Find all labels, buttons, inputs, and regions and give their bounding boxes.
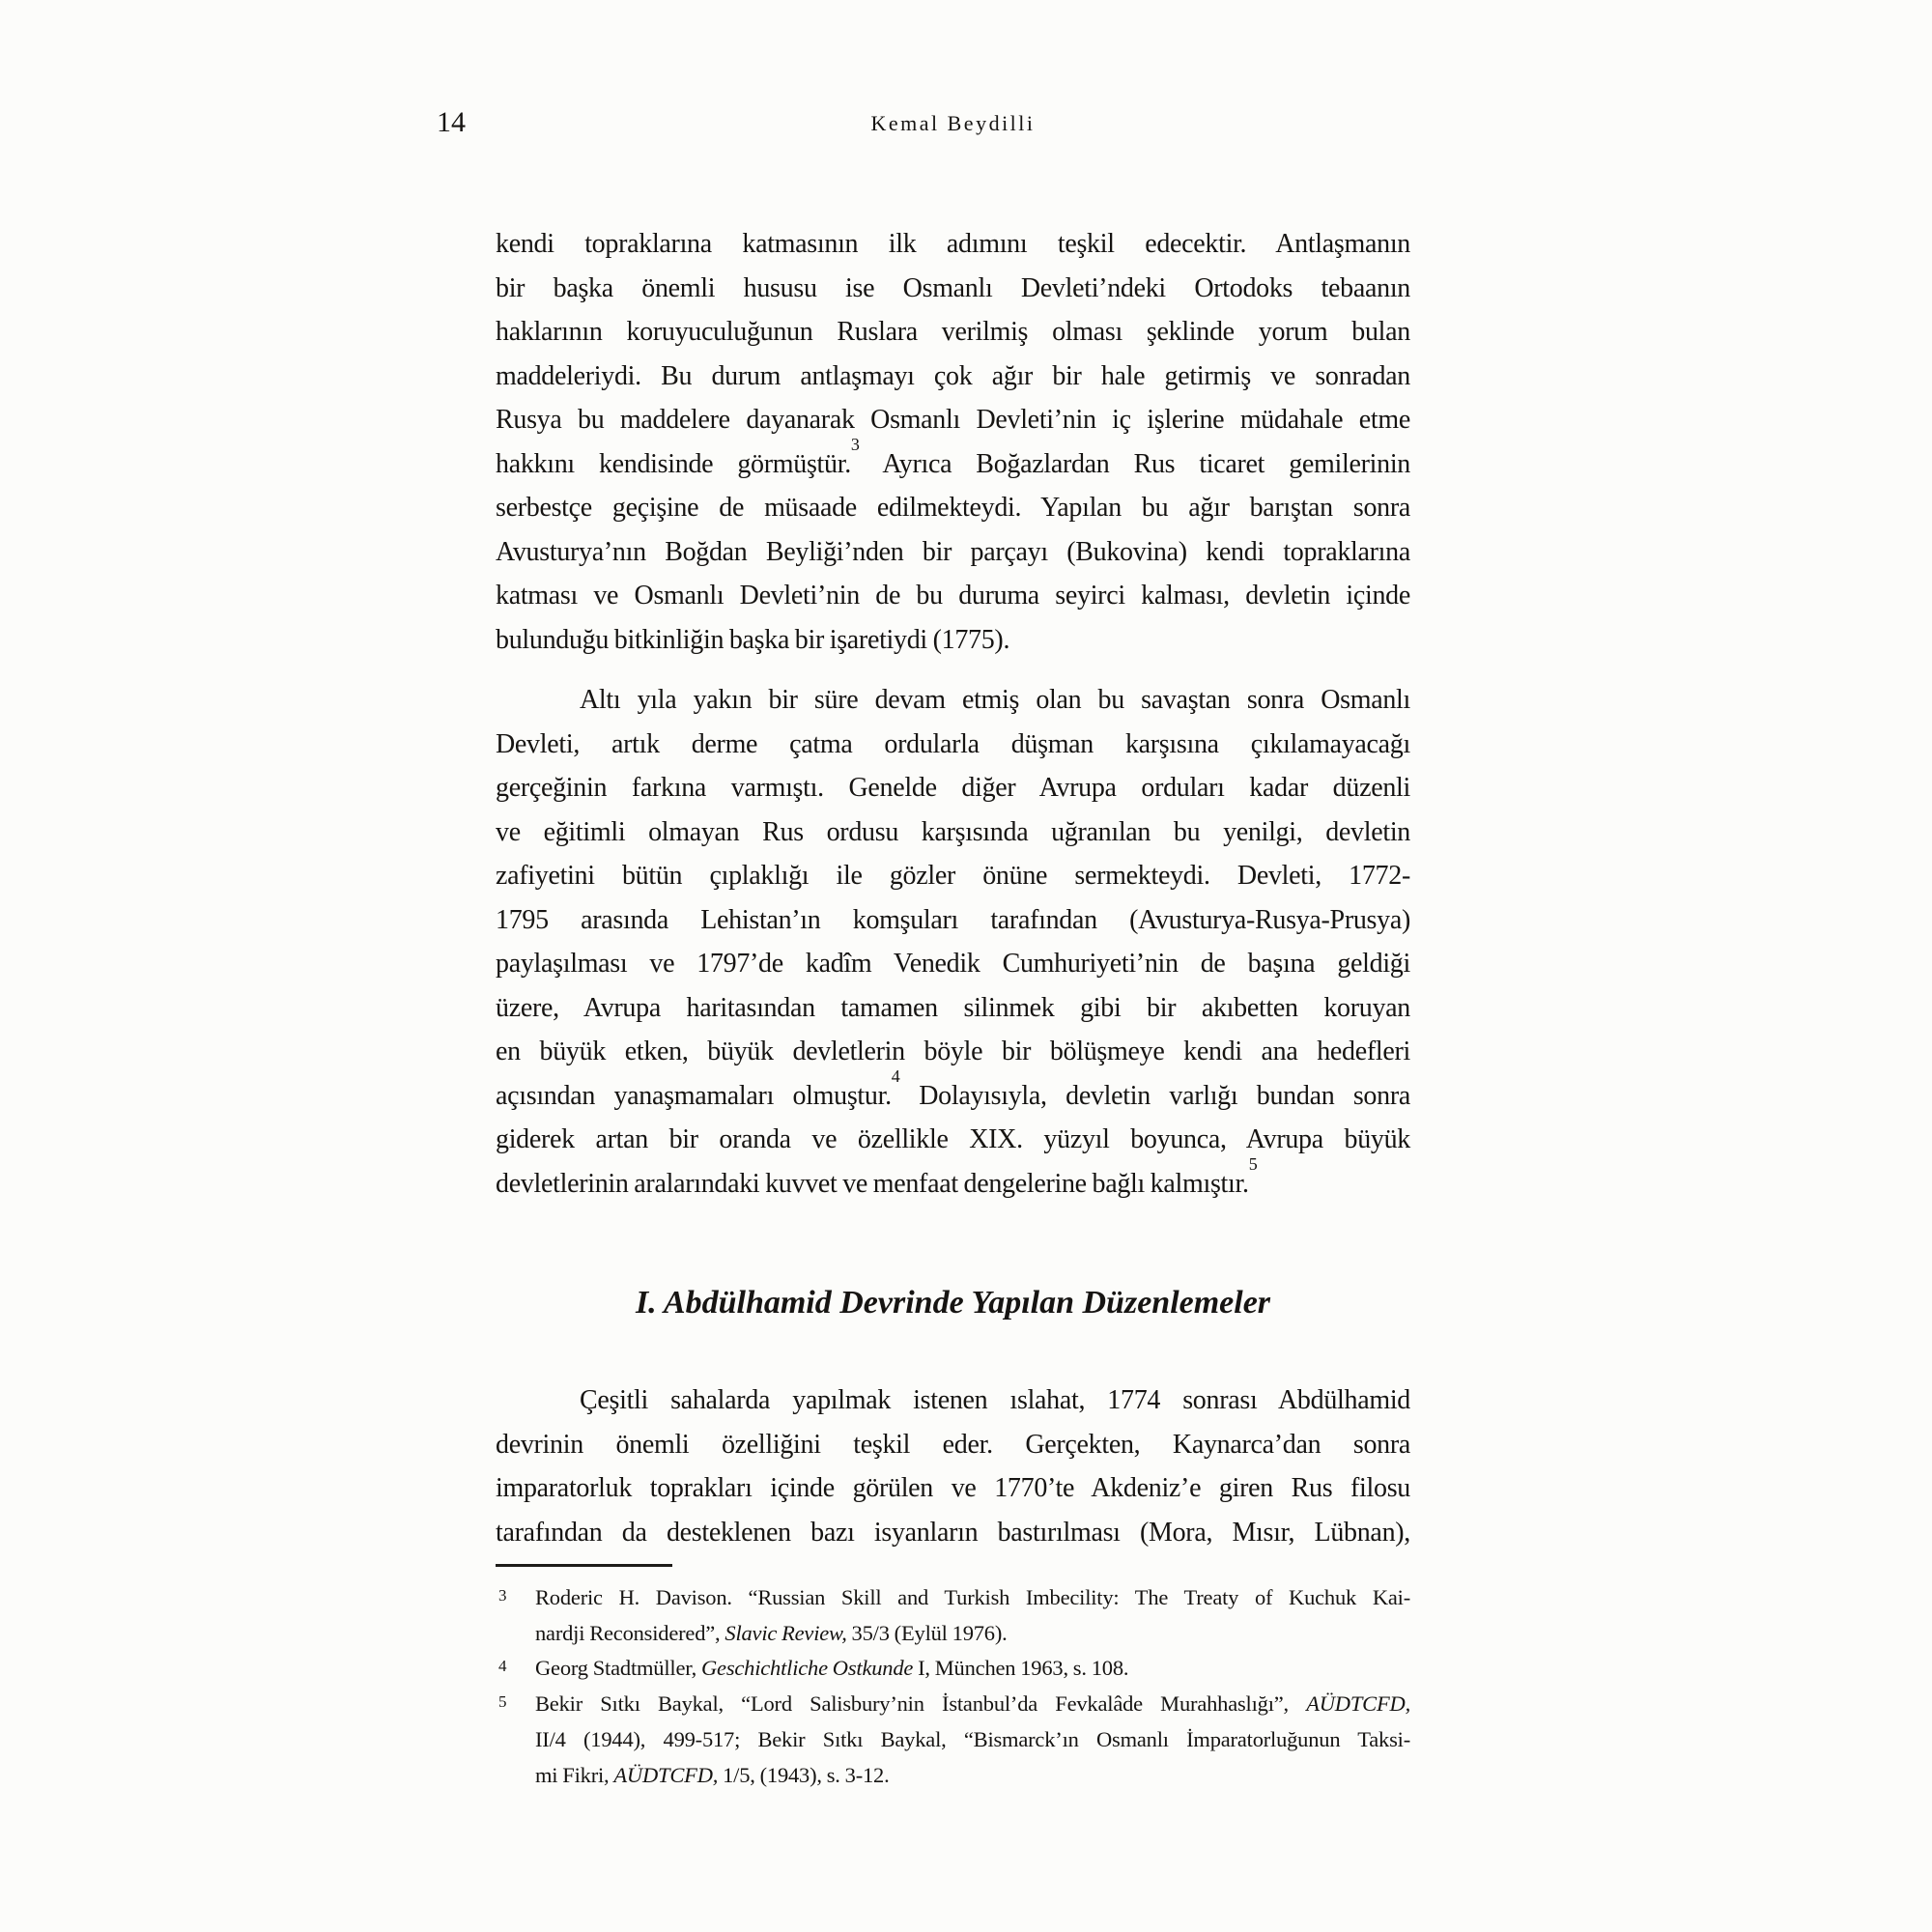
text-line: giderek artan bir oranda ve özellikle XIX. yüzyıl boyunca, Avrupa büyük: [496, 1124, 1410, 1154]
footnote-line: [535, 1651, 1410, 1687]
footnote-3: [496, 1580, 1410, 1651]
paragraph-1: [496, 222, 1410, 662]
footnote-ref-4: 4: [891, 1066, 900, 1087]
text-line: Altı yıla yakın bir süre devam etmiş olan bu savaştan sonra Osmanlı: [580, 685, 1410, 715]
body-text: [496, 222, 1410, 1793]
footnote-line: Roderic H. Davison. “Russian Skill and Turkish Imbecility: The Treaty of Kuchuk Kai-: [535, 1585, 1410, 1609]
paragraph-2: [496, 678, 1410, 1206]
text-line: [496, 1066, 1410, 1119]
footnote-4: [496, 1651, 1410, 1687]
footnote-line: [535, 1758, 1410, 1794]
text-line: katması ve Osmanlı Devleti’nin de bu duruma seyirci kalması, devletin içinde: [496, 581, 1410, 611]
text-line: en büyük etken, büyük devletlerin böyle bir bölüşmeye kendi ana hedefleri: [496, 1037, 1410, 1066]
text-line: bulunduğu bitkinliğin başka bir işaretiydi (1775).: [496, 624, 1010, 655]
text-segment: Dolayısıyla, devletin varlığı bundan sonra: [899, 1080, 1410, 1111]
text-line: üzere, Avrupa haritasından tamamen silinmek gibi bir akıbetten koruyan: [496, 992, 1410, 1023]
footnotes-section: [496, 1580, 1410, 1793]
text-segment: Bekir Sıtkı Baykal, “Lord Salisbury’nin İstanbul’da Fevkalâde Murahhaslığı”,: [535, 1691, 1307, 1717]
journal-title: AÜDTCFD,: [613, 1762, 719, 1787]
text-line: zafiyetini bütün çıplaklığı ile gözler önüne sermekteydi. Devleti, 1772-: [496, 861, 1410, 891]
footnote-ref-5: 5: [1248, 1154, 1258, 1175]
book-title: Geschichtliche Ostkunde: [700, 1656, 914, 1681]
text-segment: Georg Stadtmüller,: [535, 1656, 701, 1681]
footnote-line: [535, 1687, 1410, 1722]
footnote-line: [535, 1616, 1410, 1652]
text-segment: I, München 1963, s. 108.: [913, 1656, 1129, 1681]
text-line: [496, 1154, 1410, 1207]
text-segment: hakkını kendisinde görmüştür.: [496, 448, 851, 479]
text-line: gerçeğinin farkına varmıştı. Genelde diğer Avrupa orduları kadar düzenli: [496, 773, 1410, 803]
journal-title: Slavic Review,: [724, 1620, 847, 1645]
text-line: imparatorluk toprakları içinde görülen ve 1770’te Akdeniz’e giren Rus filosu: [496, 1473, 1410, 1503]
text-line: Avusturya’nın Boğdan Beyliği’nden bir parçayı (Bukovina) kendi topraklarına: [496, 536, 1410, 567]
running-head: Kemal Beydilli: [870, 111, 1036, 135]
text-segment: 1/5, (1943), s. 3-12.: [718, 1762, 890, 1787]
text-line: bir başka önemli hususu ise Osmanlı Devleti’ndeki Ortodoks tebaanın: [496, 272, 1410, 303]
page-number: 14: [437, 106, 466, 138]
section-heading: I. Abdülhamid Devrinde Yapılan Düzenlemeler: [635, 1285, 1271, 1321]
text-line: paylaşılması ve 1797’de kadîm Venedik Cumhuriyeti’nin de başına geldiği: [496, 949, 1410, 979]
text-line: [496, 435, 1411, 487]
text-segment: mi Fikri,: [535, 1762, 614, 1787]
footnote-number: 3: [498, 1586, 507, 1605]
text-line: serbestçe geçişine de müsaade edilmekteydi. Yapılan bu ağır barıştan sonra: [496, 493, 1410, 523]
text-line: devrinin önemli özelliğini teşkil eder. Gerçekten, Kaynarca’dan sonra: [496, 1429, 1410, 1460]
footnote-5: [496, 1687, 1410, 1793]
paragraph-3: [496, 1378, 1410, 1554]
text-line: kendi topraklarına katmasının ilk adımını teşkil edecektir. Antlaşmanın: [496, 229, 1410, 259]
text-line: tarafından da desteklenen bazı isyanların bastırılması (Mora, Mısır, Lübnan),: [496, 1517, 1410, 1548]
text-segment: nardji Reconsidered”,: [535, 1620, 725, 1645]
text-line: Rusya bu maddelere dayanarak Osmanlı Devleti’nin iç işlerine müdahale etme: [496, 405, 1410, 435]
text-line: Çeşitli sahalarda yapılmak istenen ıslahat, 1774 sonrası Abdülhamid: [580, 1385, 1410, 1415]
footnote-ref-3: 3: [850, 435, 860, 455]
text-segment: 35/3 (Eylül 1976).: [846, 1620, 1008, 1645]
text-line: Devleti, artık derme çatma ordularla düşman karşısına çıkılamayacağı: [496, 728, 1410, 759]
journal-title: AÜDTCFD,: [1306, 1691, 1410, 1717]
text-line: maddeleriydi. Bu durum antlaşmayı çok ağır bir hale getirmiş ve sonradan: [496, 360, 1410, 391]
text-line: haklarının koruyuculuğunun Ruslara verilmiş olması şeklinde yorum bulan: [496, 317, 1410, 347]
footnote-number: 5: [498, 1692, 507, 1712]
text-line: 1795 arasında Lehistan’ın komşuları tarafından (Avusturya-Rusya-Prusya): [496, 904, 1410, 935]
footnote-separator: [496, 1564, 672, 1567]
footnote-line: II/4 (1944), 499-517; Bekir Sıtkı Baykal, “Bismarck’ın Osmanlı İmparatorluğunun Taksi-: [535, 1726, 1410, 1751]
text-segment: Ayrıca Boğazlardan Rus ticaret gemilerinin: [859, 448, 1411, 479]
text-segment: devletlerinin aralarındaki kuvvet ve menfaat dengelerine bağlı kalmıştır.: [496, 1168, 1249, 1199]
text-line: ve eğitimli olmayan Rus ordusu karşısında uğranılan bu yenilgi, devletin: [496, 816, 1410, 847]
text-segment: açısından yanaşmamaları olmuştur.: [496, 1080, 892, 1111]
footnote-number: 4: [498, 1657, 507, 1676]
